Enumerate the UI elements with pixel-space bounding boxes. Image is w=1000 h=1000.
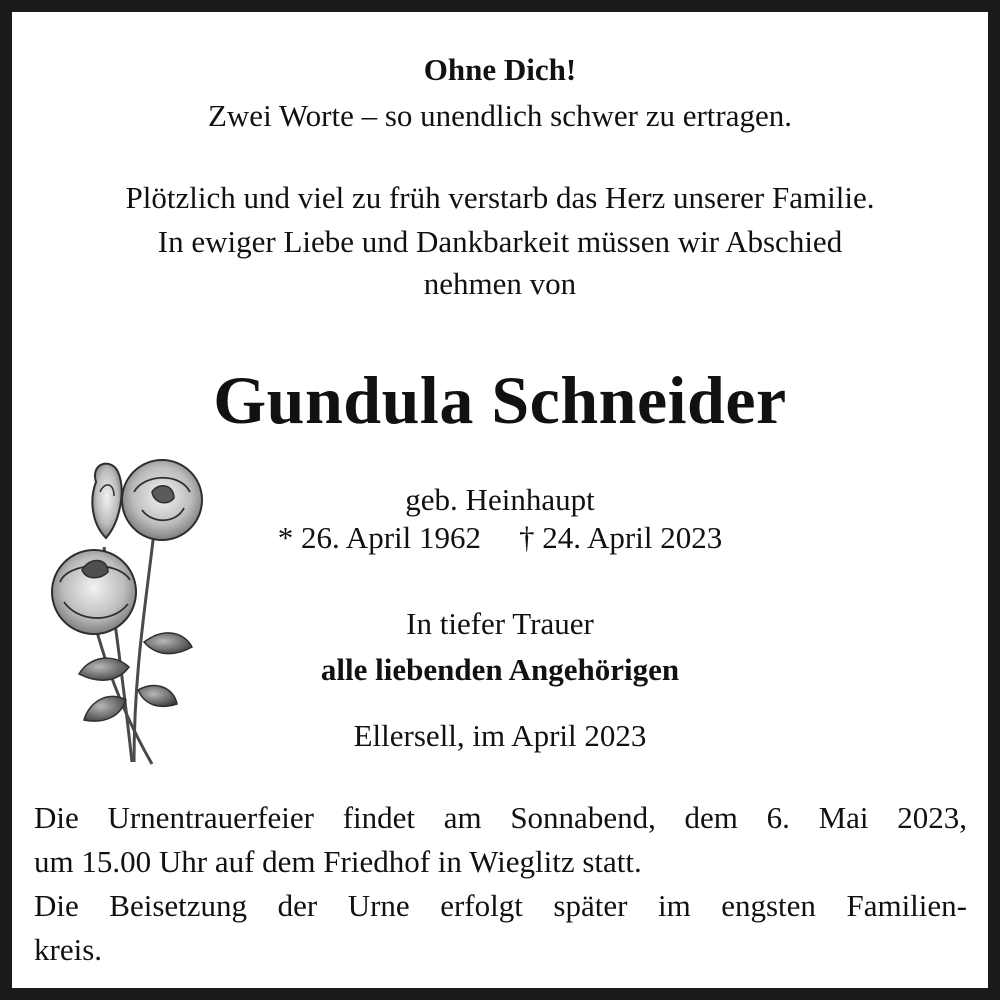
funeral-line-1: Die Urnentrauerfeier findet am Sonnabend, dem 6. Mai 2023, — [34, 800, 967, 835]
subline: Zwei Worte – so unendlich schwer zu ertragen. — [207, 98, 792, 133]
mourning-line: In tiefer Trauer — [406, 606, 594, 641]
funeral-line-2: um 15.00 Uhr auf dem Friedhof in Wieglitz statt. — [34, 844, 642, 879]
deceased-name: Gundula Schneider — [213, 362, 787, 438]
death-date: † 24. April 2023 — [519, 520, 723, 555]
intro-line-3: nehmen von — [423, 266, 577, 301]
intro-line-1: Plötzlich und viel zu früh verstarb das Herz unserer Familie. — [125, 180, 875, 215]
funeral-line-3: Die Beisetzung der Urne erfolgt später im engsten Familien- — [34, 888, 967, 923]
maiden-name: geb. Heinhaupt — [405, 482, 595, 517]
life-dates — [12, 520, 988, 556]
funeral-line-4: kreis. — [34, 932, 103, 967]
intro-line-2: In ewiger Liebe und Dankbarkeit müssen wir Abschied — [157, 224, 843, 259]
place-date: Ellersell, im April 2023 — [353, 718, 647, 753]
headline: Ohne Dich! — [423, 52, 577, 87]
birth-date: * 26. April 1962 — [277, 520, 481, 555]
mourners-line: alle liebenden Angehörigen — [320, 652, 680, 687]
